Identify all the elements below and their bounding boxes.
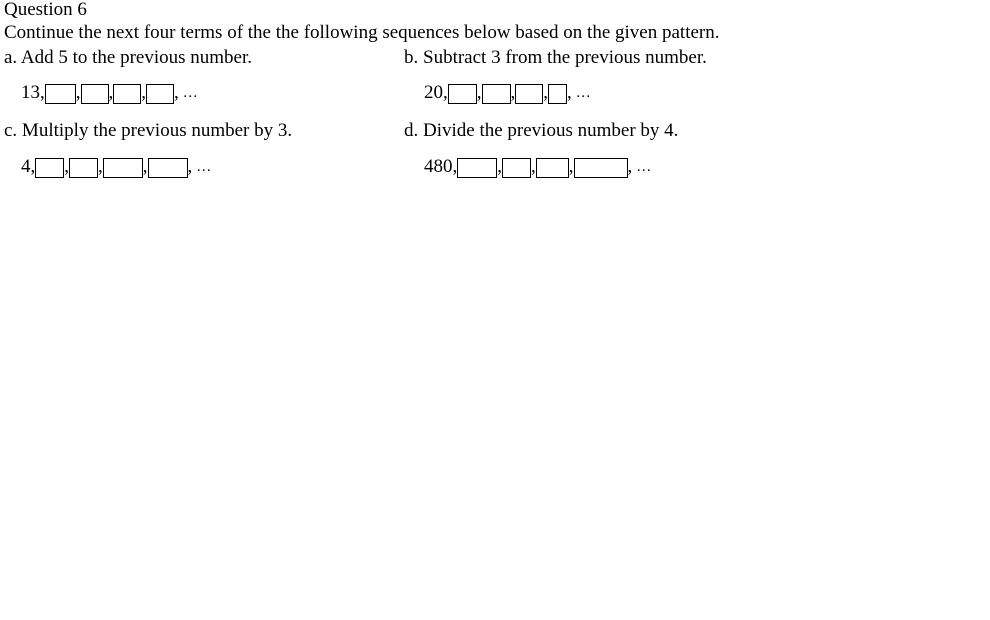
part-d-label: d. Divide the previous number by 4. <box>404 120 679 141</box>
part-b-answer-box-4[interactable] <box>548 84 567 104</box>
sequence-comma: , <box>141 82 146 103</box>
sequence-comma: , <box>497 156 502 177</box>
sequence-comma: , <box>476 82 482 103</box>
sequence-comma: , <box>174 82 179 103</box>
question-title: Question 6 <box>4 0 87 20</box>
part-d-answer-box-1[interactable] <box>457 158 497 178</box>
part-b-sequence <box>424 82 591 104</box>
part-c-start-number: 4, <box>21 156 36 177</box>
part-b-answer-box-1[interactable] <box>448 84 477 104</box>
sequence-comma: , <box>187 156 193 177</box>
part-b-start-number: 20, <box>424 82 448 103</box>
part-b-label: b. Subtract 3 from the previous number. <box>404 47 707 68</box>
part-d-start-number: 480, <box>424 156 458 177</box>
sequence-comma: , <box>568 156 574 177</box>
part-a-answer-box-2[interactable] <box>81 84 109 104</box>
question-instruction: Continue the next four terms of the the following sequences below based on the given pattern. <box>4 22 720 43</box>
part-b-answer-box-3[interactable] <box>515 84 543 104</box>
sequence-comma: , <box>64 156 69 177</box>
sequence-comma: , <box>531 156 536 177</box>
part-c-answer-box-4[interactable] <box>148 158 188 178</box>
part-d-answer-box-4[interactable] <box>574 158 628 178</box>
sequence-ellipsis: … <box>575 85 591 101</box>
part-a-answer-box-3[interactable] <box>113 84 141 104</box>
part-c-answer-box-1[interactable] <box>35 158 64 178</box>
part-b-answer-box-2[interactable] <box>482 84 511 104</box>
sequence-ellipsis: … <box>182 85 198 101</box>
sequence-comma: , <box>142 156 148 177</box>
sequence-comma: , <box>75 82 81 103</box>
part-d-sequence <box>424 156 651 178</box>
part-a-label: a. Add 5 to the previous number. <box>4 47 253 68</box>
part-c-label: c. Multiply the previous number by 3. <box>4 120 293 141</box>
sequence-ellipsis: … <box>636 159 652 175</box>
sequence-comma: , <box>510 82 516 103</box>
sequence-comma: , <box>543 82 548 103</box>
sequence-comma: , <box>98 156 103 177</box>
part-d-answer-box-2[interactable] <box>502 158 531 178</box>
part-c-sequence <box>21 156 211 178</box>
sequence-comma: , <box>627 156 633 177</box>
part-a-start-number: 13, <box>21 82 45 103</box>
sequence-comma: , <box>108 82 114 103</box>
sequence-comma: , <box>567 82 572 103</box>
part-a-sequence <box>21 82 198 104</box>
part-c-answer-box-3[interactable] <box>103 158 143 178</box>
part-c-answer-box-2[interactable] <box>69 158 98 178</box>
part-d-answer-box-3[interactable] <box>536 158 569 178</box>
sequence-ellipsis: … <box>196 159 212 175</box>
part-a-answer-box-4[interactable] <box>146 84 174 104</box>
part-a-answer-box-1[interactable] <box>45 84 76 104</box>
